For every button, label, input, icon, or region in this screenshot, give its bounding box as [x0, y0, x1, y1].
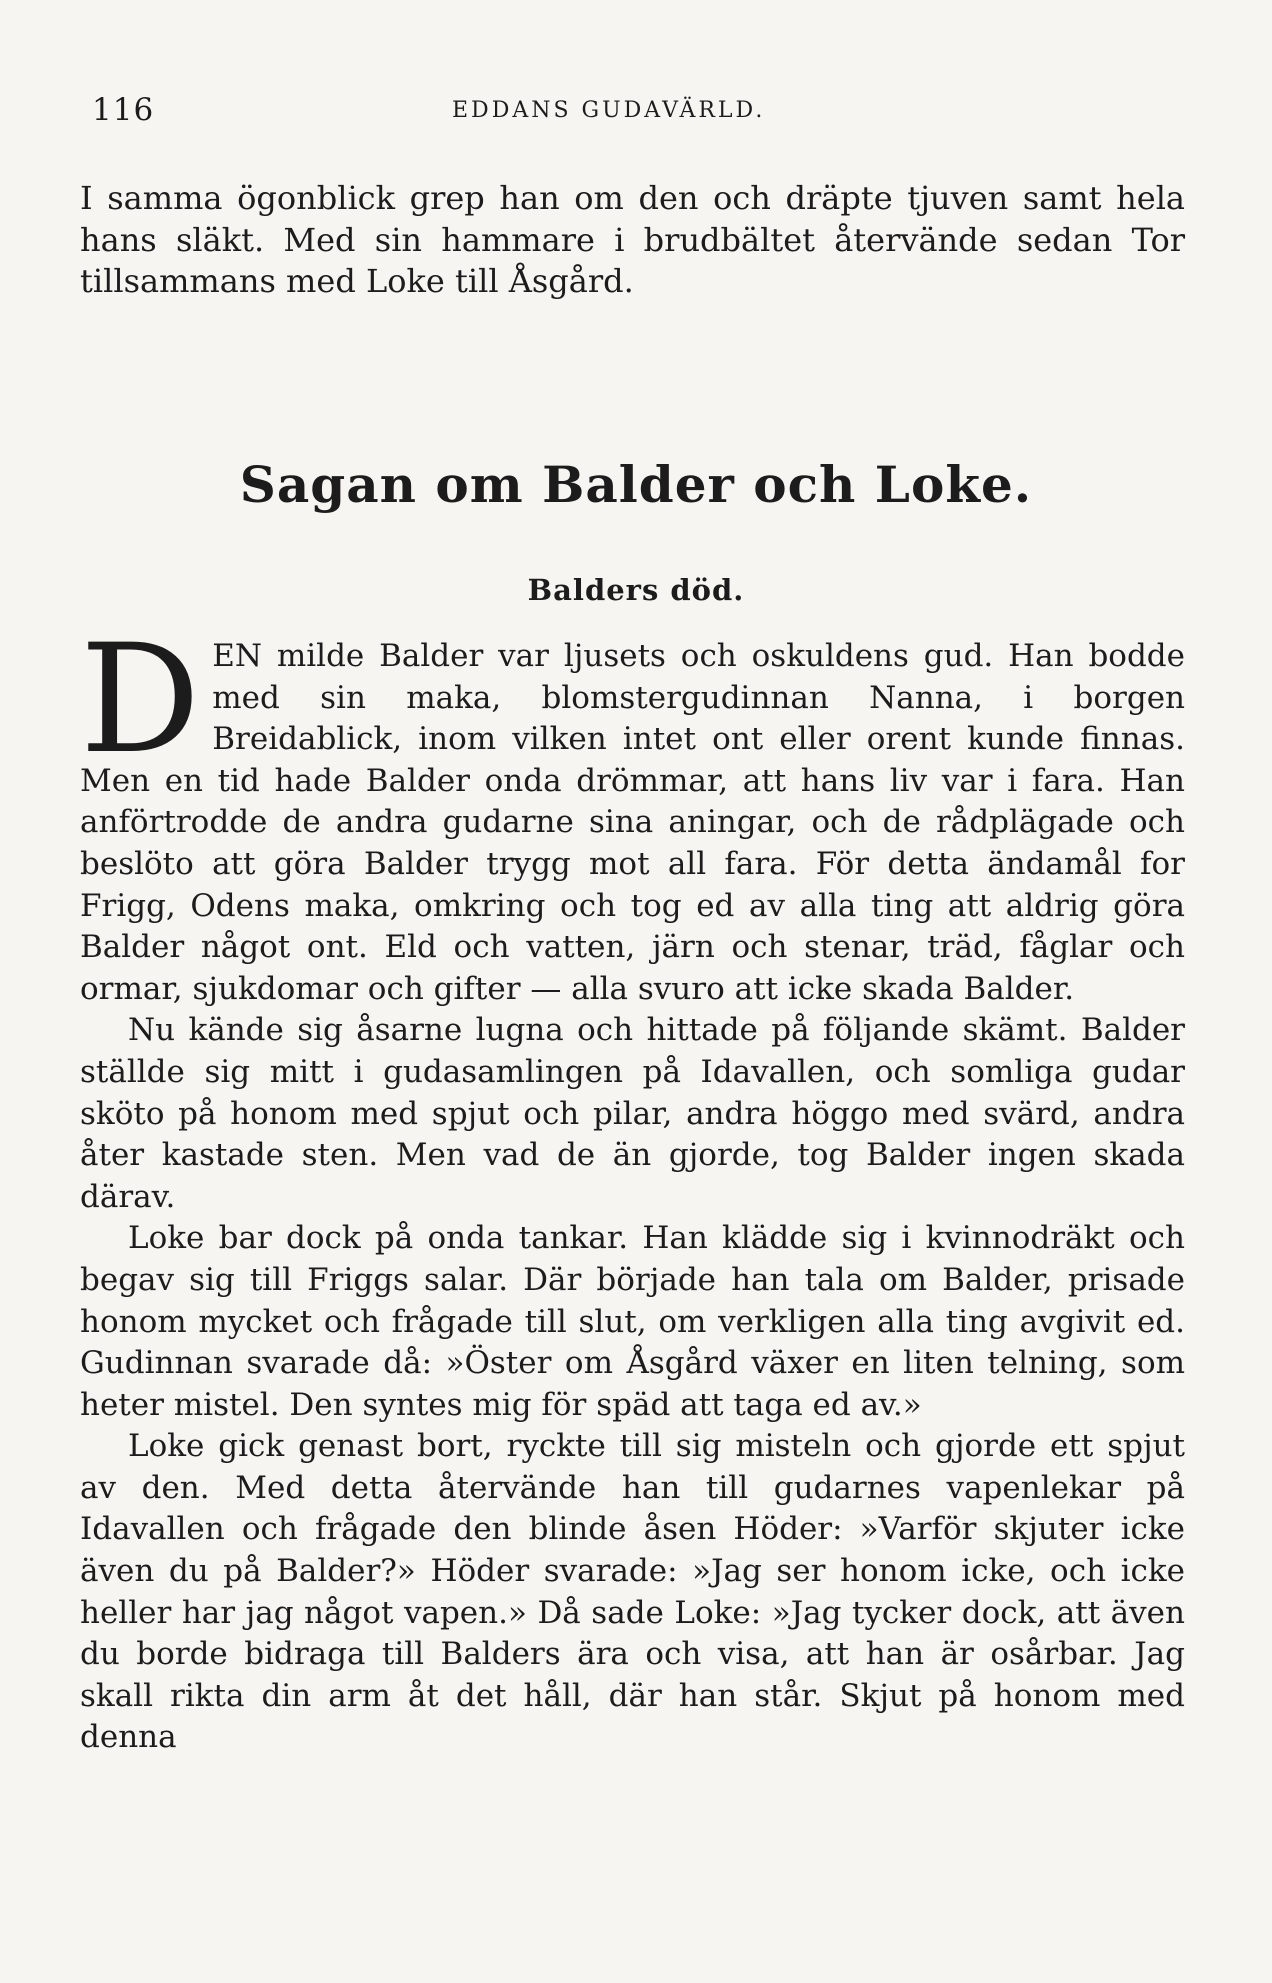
body-paragraph-2: Nu kände sig åsarne lugna och hittade på följande skämt. Balder ställde sig mitt i gudasamlingen på Idavallen, och somliga gudar sköto på honom med spjut och pilar, andra höggo med svärd, andra åter kastade sten. Men vad de än gjorde, tog Balder ingen skada därav.: [80, 1012, 1185, 1215]
page-header: [92, 92, 1190, 132]
body-paragraph-1: [80, 613, 1185, 1010]
section-subtitle: Balders död.: [527, 573, 745, 607]
body-text: [80, 613, 1185, 1759]
section-title: Sagan om Balder och Loke.: [239, 455, 1033, 514]
running-head: EDDANS GUDAVÄRLD.: [452, 98, 766, 123]
page-number: 116: [92, 92, 155, 128]
body-paragraph-1-text: EN milde Balder var ljusets och oskuldens gud. Han bodde med sin maka, blomstergudinnan Nanna, i borgen Breidablick, inom vilken intet ont eller orent kunde finnas. Men en tid hade Balder onda drömmar, att hans liv var i fara. Han anförtrodde de andra gudarne sina aningar, och de rådplägade och beslöto att göra Balder trygg mot all fara. För detta ändamål for Frigg, Odens maka, omkring och tog ed av alla ting att aldrig göra Balder något ont. Eld och vatten, järn och stenar, träd, fåglar och ormar, sjukdomar och gifter — alla svuro att icke skada Balder.: [80, 638, 1185, 1007]
body-paragraph-4: Loke gick genast bort, ryckte till sig misteln och gjorde ett spjut av den. Med detta återvände han till gudarnes vapenlekar på Idavallen och frågade den blinde åsen Höder: »Varför skjuter icke även du på Balder?» Höder svarade: »Jag ser honom icke, och icke heller har jag något vapen.» Då sade Loke: »Jag tycker dock, att även du borde bidraga till Balders ära och visa, att han är osårbar. Jag skall rikta din arm åt det håll, där han står. Skjut på honom med denna: [80, 1428, 1185, 1756]
intro-paragraph: I samma ögonblick grep han om den och dräpte tjuven samt hela hans släkt. Med sin hammare i brudbältet återvände sedan Tor tillsammans med Loke till Åsgård.: [80, 179, 1185, 300]
drop-cap: D: [80, 613, 201, 787]
intro-text: [80, 178, 1185, 303]
body-paragraph-3: Loke bar dock på onda tankar. Han klädde sig i kvinnodräkt och begav sig till Friggs salar. Där började han tala om Balder, prisade honom mycket och frågade till slut, om verkligen alla ting avgivit ed. Gudinnan svarade då: »Öster om Åsgård växer en liten telning, som heter mistel. Den syntes mig för späd att taga ed av.»: [80, 1220, 1185, 1423]
